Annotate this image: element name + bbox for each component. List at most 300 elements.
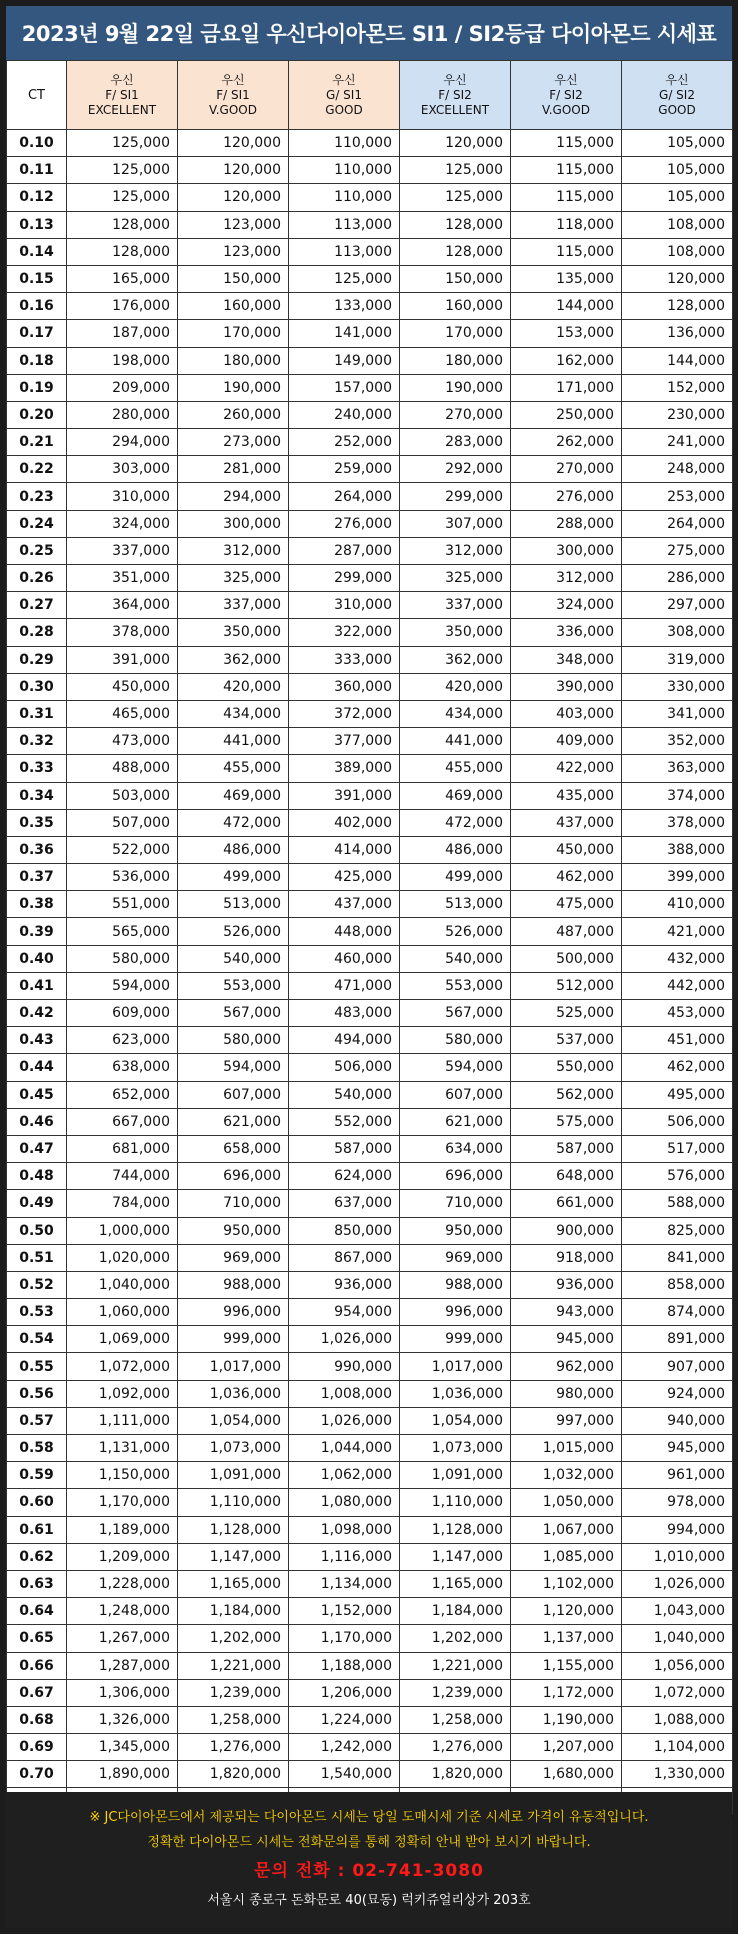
price-cell: 341,000 [622, 700, 733, 727]
price-cell: 1,172,000 [511, 1679, 622, 1706]
carat-cell: 0.35 [7, 809, 67, 836]
price-cell: 567,000 [400, 1000, 511, 1027]
price-cell: 1,110,000 [400, 1489, 511, 1516]
price-cell: 120,000 [178, 184, 289, 211]
price-cell: 391,000 [289, 782, 400, 809]
table-row [7, 1271, 733, 1298]
price-cell: 562,000 [511, 1081, 622, 1108]
price-cell: 378,000 [622, 809, 733, 836]
price-cell: 495,000 [622, 1081, 733, 1108]
price-cell: 607,000 [178, 1081, 289, 1108]
table-row [7, 646, 733, 673]
header-grade-3: 우신 G/ SI1 GOOD [289, 61, 400, 130]
price-cell: 1,137,000 [511, 1625, 622, 1652]
price-cell: 120,000 [178, 157, 289, 184]
table-row [7, 1462, 733, 1489]
price-cell: 435,000 [511, 782, 622, 809]
price-cell: 1,165,000 [178, 1570, 289, 1597]
price-cell: 209,000 [67, 374, 178, 401]
price-cell: 264,000 [289, 483, 400, 510]
price-cell: 494,000 [289, 1027, 400, 1054]
price-cell: 160,000 [400, 293, 511, 320]
carat-cell: 0.41 [7, 972, 67, 999]
price-cell: 969,000 [400, 1244, 511, 1271]
price-cell: 1,134,000 [289, 1570, 400, 1597]
price-cell: 623,000 [67, 1027, 178, 1054]
price-cell: 1,060,000 [67, 1299, 178, 1326]
price-cell: 661,000 [511, 1190, 622, 1217]
price-cell: 907,000 [622, 1353, 733, 1380]
price-cell: 1,152,000 [289, 1598, 400, 1625]
price-cell: 1,056,000 [622, 1652, 733, 1679]
price-cell: 1,170,000 [67, 1489, 178, 1516]
carat-cell: 0.36 [7, 836, 67, 863]
price-cell: 1,116,000 [289, 1543, 400, 1570]
price-cell: 945,000 [511, 1326, 622, 1353]
price-cell: 488,000 [67, 755, 178, 782]
price-cell: 1,306,000 [67, 1679, 178, 1706]
price-cell: 437,000 [511, 809, 622, 836]
carat-cell: 0.17 [7, 320, 67, 347]
price-cell: 1,085,000 [511, 1543, 622, 1570]
carat-cell: 0.70 [7, 1761, 67, 1788]
price-cell: 1,040,000 [67, 1271, 178, 1298]
notice-line-1: ※ JC다이아몬드에서 제공되는 다이아몬드 시세는 당일 도매시세 기준 시세로 가격이 유동적입니다. [89, 1810, 649, 1825]
price-cell: 141,000 [289, 320, 400, 347]
price-cell: 260,000 [178, 401, 289, 428]
carat-cell: 0.63 [7, 1570, 67, 1597]
price-cell: 115,000 [511, 238, 622, 265]
price-cell: 607,000 [400, 1081, 511, 1108]
price-cell: 391,000 [67, 646, 178, 673]
price-cell: 270,000 [400, 401, 511, 428]
price-cell: 874,000 [622, 1299, 733, 1326]
price-cell: 362,000 [178, 646, 289, 673]
price-cell: 441,000 [178, 728, 289, 755]
price-cell: 652,000 [67, 1081, 178, 1108]
price-cell: 634,000 [400, 1135, 511, 1162]
price-cell: 638,000 [67, 1054, 178, 1081]
price-cell: 637,000 [289, 1190, 400, 1217]
price-cell: 162,000 [511, 347, 622, 374]
price-cell: 190,000 [400, 374, 511, 401]
price-cell: 115,000 [511, 130, 622, 157]
price-cell: 402,000 [289, 809, 400, 836]
carat-cell: 0.52 [7, 1271, 67, 1298]
price-cell: 594,000 [178, 1054, 289, 1081]
price-cell: 108,000 [622, 211, 733, 238]
price-cell: 1,015,000 [511, 1435, 622, 1462]
price-cell: 125,000 [400, 184, 511, 211]
price-cell: 499,000 [178, 864, 289, 891]
price-cell: 1,080,000 [289, 1489, 400, 1516]
price-cell: 150,000 [400, 265, 511, 292]
price-cell: 1,120,000 [511, 1598, 622, 1625]
carat-cell: 0.15 [7, 265, 67, 292]
price-cell: 540,000 [178, 945, 289, 972]
price-cell: 1,248,000 [67, 1598, 178, 1625]
header-ct: CT [7, 61, 67, 130]
price-cell: 288,000 [511, 510, 622, 537]
price-cell: 135,000 [511, 265, 622, 292]
price-cell: 157,000 [289, 374, 400, 401]
price-cell: 324,000 [67, 510, 178, 537]
price-cell: 374,000 [622, 782, 733, 809]
table-row [7, 293, 733, 320]
price-cell: 1,073,000 [178, 1435, 289, 1462]
price-cell: 240,000 [289, 401, 400, 428]
price-cell: 624,000 [289, 1163, 400, 1190]
table-row [7, 782, 733, 809]
price-cell: 961,000 [622, 1462, 733, 1489]
price-cell: 128,000 [400, 238, 511, 265]
price-cell: 312,000 [400, 537, 511, 564]
price-cell: 276,000 [289, 510, 400, 537]
price-cell: 180,000 [178, 347, 289, 374]
price-cell: 1,069,000 [67, 1326, 178, 1353]
table-row [7, 1570, 733, 1597]
price-cell: 128,000 [67, 211, 178, 238]
price-cell: 1,155,000 [511, 1652, 622, 1679]
price-cell: 1,258,000 [400, 1706, 511, 1733]
price-cell: 1,072,000 [67, 1353, 178, 1380]
table-row [7, 157, 733, 184]
table-row [7, 945, 733, 972]
carat-cell: 0.44 [7, 1054, 67, 1081]
price-cell: 337,000 [178, 592, 289, 619]
price-cell: 170,000 [178, 320, 289, 347]
carat-cell: 0.47 [7, 1135, 67, 1162]
price-cell: 123,000 [178, 238, 289, 265]
price-cell: 1,184,000 [178, 1598, 289, 1625]
carat-cell: 0.20 [7, 401, 67, 428]
price-cell: 499,000 [400, 864, 511, 891]
carat-cell: 0.26 [7, 565, 67, 592]
table-row [7, 1543, 733, 1570]
price-cell: 336,000 [511, 619, 622, 646]
price-cell: 280,000 [67, 401, 178, 428]
price-cell: 281,000 [178, 456, 289, 483]
price-cell: 950,000 [178, 1217, 289, 1244]
price-cell: 115,000 [511, 184, 622, 211]
price-cell: 1,239,000 [400, 1679, 511, 1706]
price-cell: 276,000 [511, 483, 622, 510]
price-cell: 517,000 [622, 1135, 733, 1162]
price-cell: 1,131,000 [67, 1435, 178, 1462]
price-cell: 825,000 [622, 1217, 733, 1244]
price-cell: 978,000 [622, 1489, 733, 1516]
price-cell: 120,000 [400, 130, 511, 157]
price-cell: 945,000 [622, 1435, 733, 1462]
price-cell: 1,017,000 [178, 1353, 289, 1380]
table-body [7, 130, 733, 1816]
carat-cell: 0.66 [7, 1652, 67, 1679]
price-cell: 350,000 [400, 619, 511, 646]
price-cell: 522,000 [67, 836, 178, 863]
price-cell: 1,054,000 [178, 1407, 289, 1434]
price-cell: 988,000 [178, 1271, 289, 1298]
carat-cell: 0.23 [7, 483, 67, 510]
table-row [7, 1326, 733, 1353]
price-cell: 988,000 [400, 1271, 511, 1298]
carat-cell: 0.40 [7, 945, 67, 972]
carat-cell: 0.49 [7, 1190, 67, 1217]
price-cell: 115,000 [511, 157, 622, 184]
price-cell: 1,032,000 [511, 1462, 622, 1489]
price-cell: 565,000 [67, 918, 178, 945]
carat-cell: 0.51 [7, 1244, 67, 1271]
price-cell: 259,000 [289, 456, 400, 483]
price-cell: 580,000 [400, 1027, 511, 1054]
table-row [7, 429, 733, 456]
price-cell: 1,189,000 [67, 1516, 178, 1543]
price-cell: 994,000 [622, 1516, 733, 1543]
address: 서울시 종로구 돈화문로 40(묘동) 럭키쥬얼리상가 203호 [207, 1893, 531, 1908]
price-cell: 469,000 [178, 782, 289, 809]
table-row [7, 320, 733, 347]
price-cell: 420,000 [400, 673, 511, 700]
header-grade-5: 우신 F/ SI2 V.GOOD [511, 61, 622, 130]
carat-cell: 0.31 [7, 700, 67, 727]
price-cell: 190,000 [178, 374, 289, 401]
price-cell: 891,000 [622, 1326, 733, 1353]
table-row [7, 755, 733, 782]
price-cell: 350,000 [178, 619, 289, 646]
table-row [7, 1217, 733, 1244]
price-cell: 1,890,000 [67, 1761, 178, 1788]
table-row [7, 1679, 733, 1706]
price-cell: 125,000 [67, 184, 178, 211]
price-cell: 1,067,000 [511, 1516, 622, 1543]
price-cell: 1,202,000 [400, 1625, 511, 1652]
price-cell: 462,000 [511, 864, 622, 891]
price-cell: 420,000 [178, 673, 289, 700]
price-cell: 553,000 [400, 972, 511, 999]
price-cell: 1,326,000 [67, 1706, 178, 1733]
table-row [7, 130, 733, 157]
price-cell: 575,000 [511, 1108, 622, 1135]
table-row [7, 401, 733, 428]
price-cell: 1,147,000 [400, 1543, 511, 1570]
price-cell: 337,000 [400, 592, 511, 619]
table-row [7, 1000, 733, 1027]
price-cell: 414,000 [289, 836, 400, 863]
price-cell: 486,000 [178, 836, 289, 863]
price-cell: 621,000 [178, 1108, 289, 1135]
price-cell: 512,000 [511, 972, 622, 999]
price-cell: 264,000 [622, 510, 733, 537]
price-cell: 513,000 [178, 891, 289, 918]
price-cell: 187,000 [67, 320, 178, 347]
price-sheet [6, 6, 732, 1928]
price-cell: 1,092,000 [67, 1380, 178, 1407]
price-cell: 253,000 [622, 483, 733, 510]
carat-cell: 0.67 [7, 1679, 67, 1706]
table-row [7, 456, 733, 483]
price-cell: 1,102,000 [511, 1570, 622, 1597]
price-cell: 248,000 [622, 456, 733, 483]
table-row [7, 1027, 733, 1054]
carat-cell: 0.25 [7, 537, 67, 564]
price-cell: 658,000 [178, 1135, 289, 1162]
table-row [7, 1598, 733, 1625]
price-cell: 472,000 [178, 809, 289, 836]
price-cell: 465,000 [67, 700, 178, 727]
price-cell: 241,000 [622, 429, 733, 456]
price-cell: 105,000 [622, 130, 733, 157]
carat-cell: 0.55 [7, 1353, 67, 1380]
table-row [7, 1108, 733, 1135]
price-cell: 1,820,000 [178, 1761, 289, 1788]
price-cell: 1,267,000 [67, 1625, 178, 1652]
price-cell: 299,000 [289, 565, 400, 592]
price-cell: 1,010,000 [622, 1543, 733, 1570]
price-cell: 437,000 [289, 891, 400, 918]
table-row [7, 1244, 733, 1271]
price-cell: 1,190,000 [511, 1706, 622, 1733]
price-cell: 1,072,000 [622, 1679, 733, 1706]
price-cell: 450,000 [511, 836, 622, 863]
carat-cell: 0.48 [7, 1163, 67, 1190]
carat-cell: 0.57 [7, 1407, 67, 1434]
price-cell: 310,000 [67, 483, 178, 510]
table-row [7, 836, 733, 863]
carat-cell: 0.42 [7, 1000, 67, 1027]
price-cell: 150,000 [178, 265, 289, 292]
header-grade-4: 우신 F/ SI2 EXCELLENT [400, 61, 511, 130]
notice-line-2: 정확한 다이아몬드 시세는 전화문의를 통해 정확히 안내 받아 보시기 바랍니다. [147, 1835, 591, 1850]
price-cell: 1,043,000 [622, 1598, 733, 1625]
price-cell: 867,000 [289, 1244, 400, 1271]
carat-cell: 0.16 [7, 293, 67, 320]
price-cell: 1,184,000 [400, 1598, 511, 1625]
price-cell: 999,000 [400, 1326, 511, 1353]
phone-number[interactable]: 문의 전화 : 02-741-3080 [254, 1861, 484, 1881]
price-cell: 170,000 [400, 320, 511, 347]
price-cell: 128,000 [400, 211, 511, 238]
carat-cell: 0.22 [7, 456, 67, 483]
table-row [7, 592, 733, 619]
price-cell: 128,000 [622, 293, 733, 320]
table-row [7, 565, 733, 592]
carat-cell: 0.33 [7, 755, 67, 782]
price-cell: 841,000 [622, 1244, 733, 1271]
price-cell: 294,000 [178, 483, 289, 510]
price-cell: 525,000 [511, 1000, 622, 1027]
price-cell: 576,000 [622, 1163, 733, 1190]
price-cell: 1,239,000 [178, 1679, 289, 1706]
carat-cell: 0.37 [7, 864, 67, 891]
carat-cell: 0.13 [7, 211, 67, 238]
price-cell: 594,000 [400, 1054, 511, 1081]
price-cell: 784,000 [67, 1190, 178, 1217]
price-cell: 900,000 [511, 1217, 622, 1244]
price-cell: 506,000 [289, 1054, 400, 1081]
price-cell: 442,000 [622, 972, 733, 999]
price-cell: 308,000 [622, 619, 733, 646]
carat-cell: 0.18 [7, 347, 67, 374]
price-cell: 303,000 [67, 456, 178, 483]
price-cell: 710,000 [400, 1190, 511, 1217]
price-cell: 448,000 [289, 918, 400, 945]
price-cell: 954,000 [289, 1299, 400, 1326]
price-cell: 399,000 [622, 864, 733, 891]
price-cell: 648,000 [511, 1163, 622, 1190]
price-cell: 299,000 [400, 483, 511, 510]
price-cell: 1,258,000 [178, 1706, 289, 1733]
price-cell: 300,000 [511, 537, 622, 564]
price-cell: 580,000 [67, 945, 178, 972]
price-cell: 113,000 [289, 238, 400, 265]
table-row [7, 1489, 733, 1516]
price-cell: 1,040,000 [622, 1625, 733, 1652]
price-cell: 120,000 [178, 130, 289, 157]
price-cell: 363,000 [622, 755, 733, 782]
price-cell: 1,276,000 [400, 1734, 511, 1761]
table-row [7, 1353, 733, 1380]
price-cell: 1,221,000 [400, 1652, 511, 1679]
price-cell: 567,000 [178, 1000, 289, 1027]
price-cell: 1,111,000 [67, 1407, 178, 1434]
table-row [7, 700, 733, 727]
price-cell: 360,000 [289, 673, 400, 700]
carat-cell: 0.21 [7, 429, 67, 456]
price-cell: 1,091,000 [178, 1462, 289, 1489]
price-cell: 1,000,000 [67, 1217, 178, 1244]
price-cell: 351,000 [67, 565, 178, 592]
price-cell: 710,000 [178, 1190, 289, 1217]
price-cell: 120,000 [622, 265, 733, 292]
price-cell: 940,000 [622, 1407, 733, 1434]
price-cell: 1,088,000 [622, 1706, 733, 1733]
price-cell: 681,000 [67, 1135, 178, 1162]
price-cell: 441,000 [400, 728, 511, 755]
price-cell: 176,000 [67, 293, 178, 320]
price-cell: 110,000 [289, 130, 400, 157]
price-cell: 550,000 [511, 1054, 622, 1081]
price-cell: 390,000 [511, 673, 622, 700]
table-row [7, 1625, 733, 1652]
price-cell: 403,000 [511, 700, 622, 727]
price-cell: 160,000 [178, 293, 289, 320]
price-cell: 1,050,000 [511, 1489, 622, 1516]
price-cell: 1,150,000 [67, 1462, 178, 1489]
carat-cell: 0.38 [7, 891, 67, 918]
price-cell: 123,000 [178, 211, 289, 238]
price-cell: 980,000 [511, 1380, 622, 1407]
carat-cell: 0.28 [7, 619, 67, 646]
price-cell: 312,000 [178, 537, 289, 564]
price-cell: 487,000 [511, 918, 622, 945]
price-cell: 310,000 [289, 592, 400, 619]
price-cell: 1,026,000 [289, 1326, 400, 1353]
price-cell: 125,000 [67, 130, 178, 157]
price-cell: 421,000 [622, 918, 733, 945]
price-cell: 469,000 [400, 782, 511, 809]
price-cell: 110,000 [289, 157, 400, 184]
price-cell: 409,000 [511, 728, 622, 755]
price-cell: 526,000 [400, 918, 511, 945]
price-cell: 1,104,000 [622, 1734, 733, 1761]
price-cell: 110,000 [289, 184, 400, 211]
price-cell: 451,000 [622, 1027, 733, 1054]
carat-cell: 0.56 [7, 1380, 67, 1407]
price-cell: 621,000 [400, 1108, 511, 1135]
price-cell: 273,000 [178, 429, 289, 456]
price-cell: 125,000 [400, 157, 511, 184]
price-cell: 1,073,000 [400, 1435, 511, 1462]
carat-cell: 0.32 [7, 728, 67, 755]
